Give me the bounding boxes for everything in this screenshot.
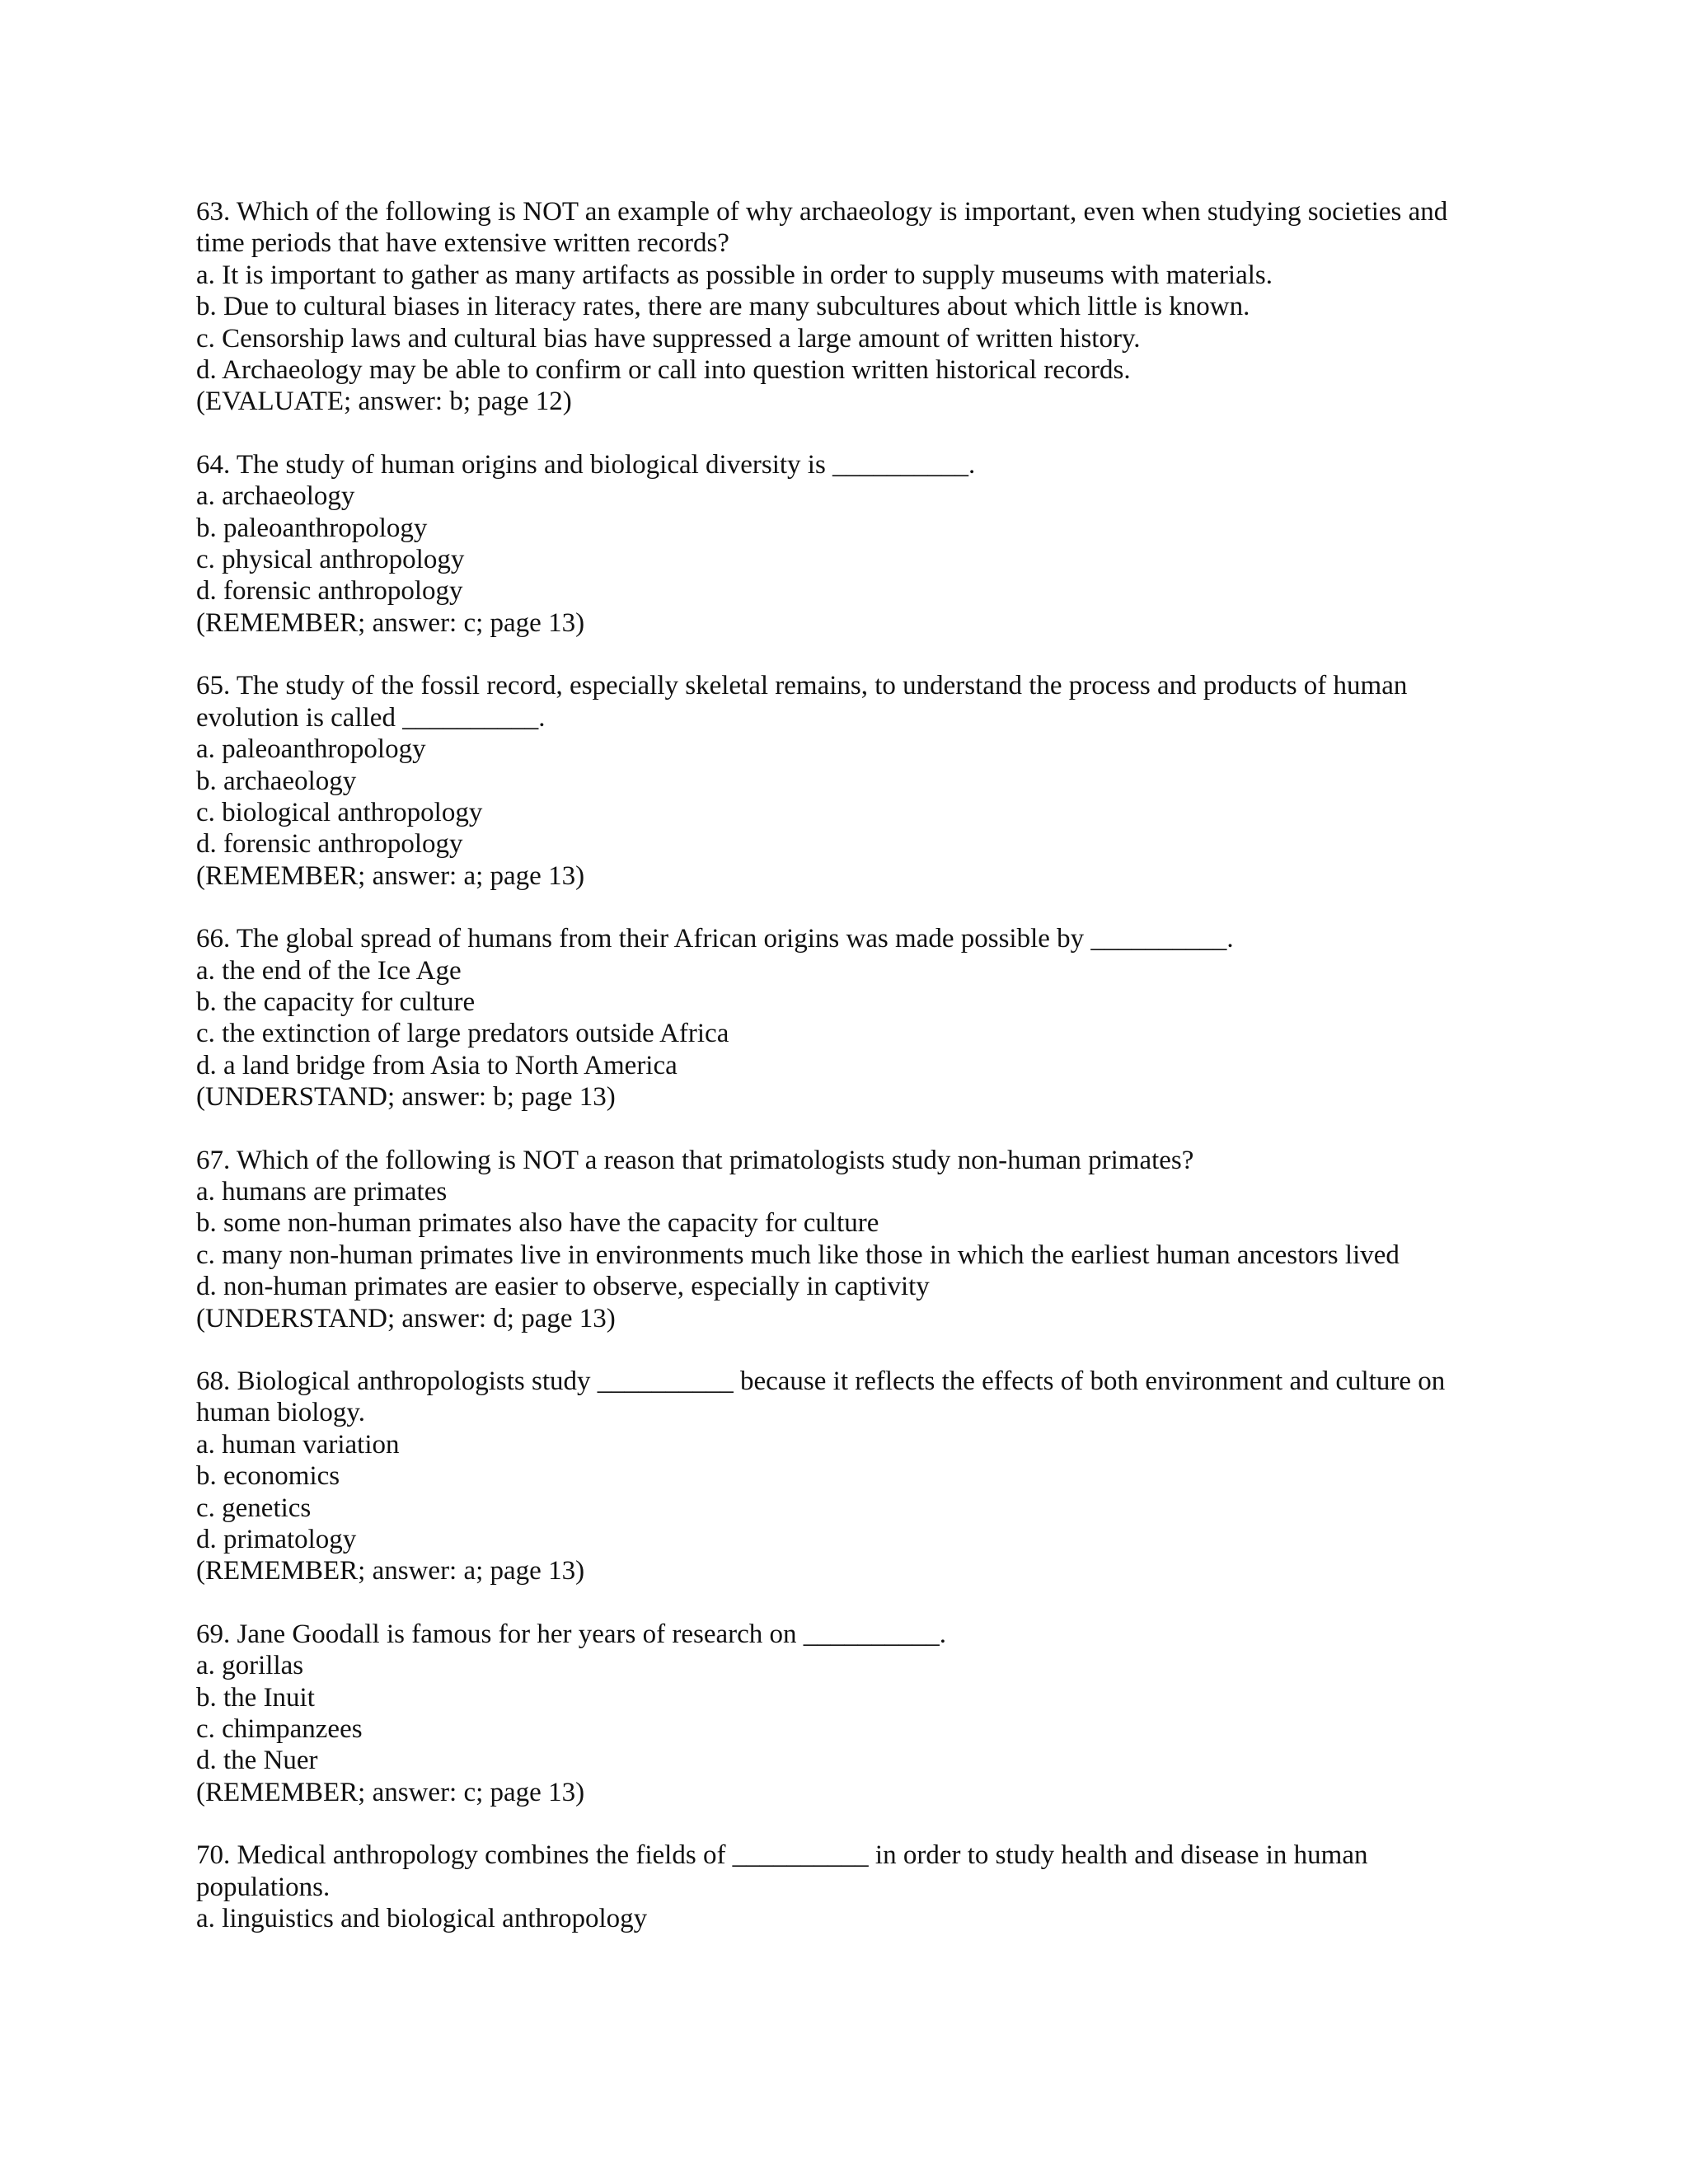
option-a: a. It is important to gather as many artifacts as possible in order to supply museums with materials. — [196, 260, 1273, 290]
question-67 — [196, 1145, 1449, 1334]
option-a: a. the end of the Ice Age — [196, 955, 462, 986]
option-c: c. Censorship laws and cultural bias have suppressed a large amount of written history. — [196, 323, 1141, 354]
option-b: b. Due to cultural biases in literacy rates, there are many subcultures about which little is known. — [196, 292, 1250, 322]
option-b: b. the Inuit — [196, 1682, 315, 1713]
option-b: b. the capacity for culture — [196, 987, 476, 1017]
question-stem: 66. The global spread of humans from their African origins was made possible by __________. — [196, 924, 1234, 954]
option-d: d. a land bridge from Asia to North America — [196, 1050, 678, 1080]
option-d: d. non-human primates are easier to observe, especially in captivity — [196, 1272, 930, 1302]
option-c: c. the extinction of large predators outside Africa — [196, 1019, 729, 1049]
option-c: c. many non-human primates live in environments much like those in which the earliest human ancestors lived — [196, 1240, 1400, 1270]
document-page — [196, 196, 1449, 1966]
option-b: b. economics — [196, 1461, 340, 1492]
question-stem: 67. Which of the following is NOT a reason that primatologists study non-human primates? — [196, 1145, 1194, 1175]
question-68 — [196, 1366, 1449, 1587]
option-a: a. paleoanthropology — [196, 734, 426, 765]
option-c: c. physical anthropology — [196, 545, 465, 575]
question-65 — [196, 670, 1449, 892]
option-a: a. gorillas — [196, 1651, 304, 1681]
answer-meta: (REMEMBER; answer: a; page 13) — [196, 860, 585, 891]
option-d: d. Archaeology may be able to confirm or call into question written historical records. — [196, 355, 1131, 386]
answer-meta: (REMEMBER; answer: c; page 13) — [196, 607, 585, 638]
question-stem: 68. Biological anthropologists study __________ because it reflects the effects of both environment and culture on human biology. — [196, 1366, 1446, 1428]
option-d: d. forensic anthropology — [196, 829, 463, 860]
option-a: a. humans are primates — [196, 1176, 448, 1207]
option-b: b. archaeology — [196, 766, 357, 796]
answer-meta: (UNDERSTAND; answer: b; page 13) — [196, 1082, 616, 1113]
option-c: c. chimpanzees — [196, 1714, 363, 1745]
question-stem: 65. The study of the fossil record, especially skeletal remains, to understand the process and products of human evolution is called __________. — [196, 671, 1408, 733]
question-69 — [196, 1619, 1449, 1808]
question-70 — [196, 1840, 1449, 1934]
option-b: b. some non-human primates also have the capacity for culture — [196, 1208, 879, 1239]
question-stem: 69. Jane Goodall is famous for her years of research on __________. — [196, 1619, 946, 1649]
question-64 — [196, 449, 1449, 639]
option-d: d. forensic anthropology — [196, 576, 463, 607]
option-c: c. genetics — [196, 1493, 312, 1523]
question-stem: 70. Medical anthropology combines the fields of __________ in order to study health and disease in human populations. — [196, 1840, 1368, 1902]
answer-meta: (REMEMBER; answer: c; page 13) — [196, 1777, 585, 1807]
option-a: a. linguistics and biological anthropology — [196, 1904, 648, 1934]
answer-meta: (UNDERSTAND; answer: d; page 13) — [196, 1303, 616, 1333]
option-c: c. biological anthropology — [196, 797, 483, 827]
option-d: d. the Nuer — [196, 1746, 318, 1776]
question-stem: 64. The study of human origins and biological diversity is __________. — [196, 449, 976, 480]
answer-meta: (EVALUATE; answer: b; page 12) — [196, 387, 572, 417]
option-b: b. paleoanthropology — [196, 513, 428, 543]
question-stem: 63. Which of the following is NOT an example of why archaeology is important, even when studying societies and time periods that have extensive written records? — [196, 197, 1448, 259]
question-66 — [196, 923, 1449, 1113]
question-63 — [196, 196, 1449, 418]
option-a: a. human variation — [196, 1429, 400, 1460]
option-a: a. archaeology — [196, 481, 355, 512]
answer-meta: (REMEMBER; answer: a; page 13) — [196, 1556, 585, 1586]
option-d: d. primatology — [196, 1525, 357, 1555]
